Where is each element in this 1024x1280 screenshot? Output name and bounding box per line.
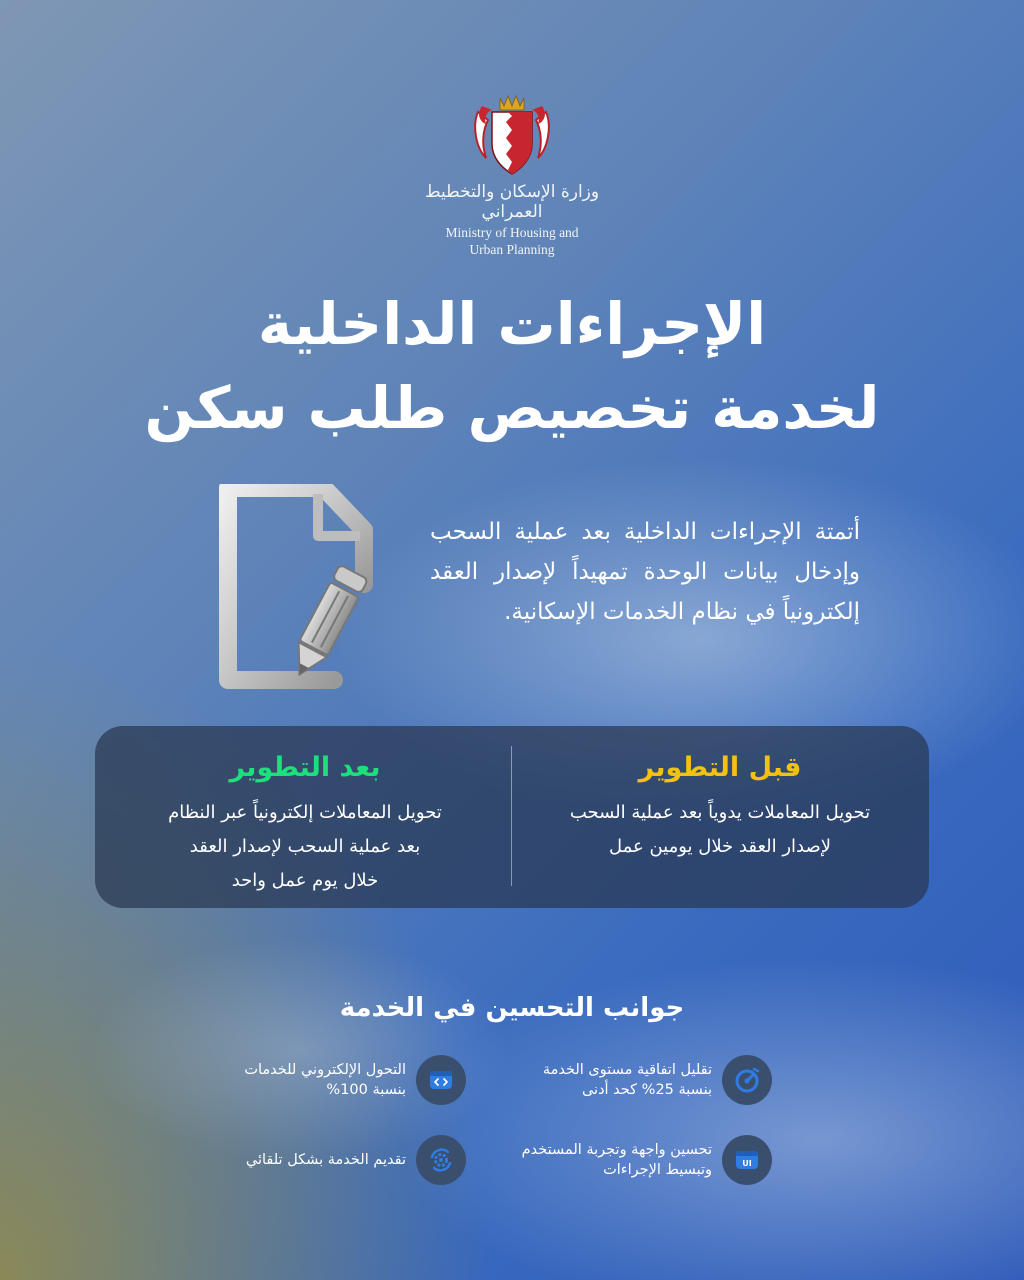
- improvements-title: جوانب التحسين في الخدمة: [339, 993, 685, 1023]
- page-title-line2: لخدمة تخصيص طلب سكن: [144, 374, 880, 442]
- improvement-item-sla: [520, 1055, 772, 1105]
- improvement-item-digital: [210, 1055, 466, 1105]
- page-title: [0, 282, 1024, 450]
- ministry-name-arabic: وزارة الإسكان والتخطيط العمراني: [424, 182, 600, 222]
- ministry-name-english: [412, 224, 612, 258]
- after-line1: تحويل المعاملات إلكترونياً عبر النظام: [168, 802, 442, 823]
- improvement-sla-line2: بنسبة 25% كحد أدنى: [581, 1082, 712, 1098]
- document-edit-icon: [214, 484, 384, 694]
- ui-window-icon: [722, 1135, 772, 1185]
- bahrain-crest-icon: [472, 92, 552, 178]
- page-title-line1: الإجراءات الداخلية: [257, 290, 767, 358]
- before-development: [520, 748, 920, 864]
- ministry-logo: [412, 92, 612, 258]
- after-line2: بعد عملية السحب لإصدار العقد: [189, 836, 421, 857]
- auto-gear-icon: [416, 1135, 466, 1185]
- before-heading: قبل التطوير: [638, 752, 802, 783]
- improvement-digital-line2: بنسبة 100%: [326, 1082, 406, 1098]
- improvement-auto-line1: تقديم الخدمة بشكل تلقائي: [245, 1152, 406, 1168]
- service-description: أتمتة الإجراءات الداخلية بعد عملية السحب وإدخال بيانات الوحدة تمهيداً لإصدار العقد إلكترونياً في نظام الخدمات الإسكانية.: [430, 519, 860, 625]
- ministry-name-english-line2: Urban Planning: [469, 242, 555, 257]
- after-line3: خلال يوم عمل واحد: [231, 870, 379, 891]
- comparison-divider: [511, 746, 512, 886]
- ministry-name-english-line1: Ministry of Housing and: [445, 225, 579, 240]
- speedometer-icon: [722, 1055, 772, 1105]
- code-window-icon: [416, 1055, 466, 1105]
- improvement-sla-line1: تقليل اتفاقية مستوى الخدمة: [542, 1062, 712, 1078]
- improvement-digital-line1: التحول الإلكتروني للخدمات: [244, 1062, 406, 1078]
- improvement-ux-line2: وتبسيط الإجراءات: [603, 1162, 712, 1178]
- svg-text:UI: UI: [742, 1159, 752, 1168]
- after-development: [100, 748, 510, 898]
- after-heading: بعد التطوير: [229, 752, 381, 783]
- before-line1: تحويل المعاملات يدوياً بعد عملية السحب: [569, 802, 871, 823]
- improvement-item-ux: [500, 1135, 772, 1185]
- improvement-ux-line1: تحسين واجهة وتجربة المستخدم: [521, 1142, 712, 1158]
- improvement-item-auto: [210, 1135, 466, 1185]
- before-line2: لإصدار العقد خلال يومين عمل: [608, 836, 832, 857]
